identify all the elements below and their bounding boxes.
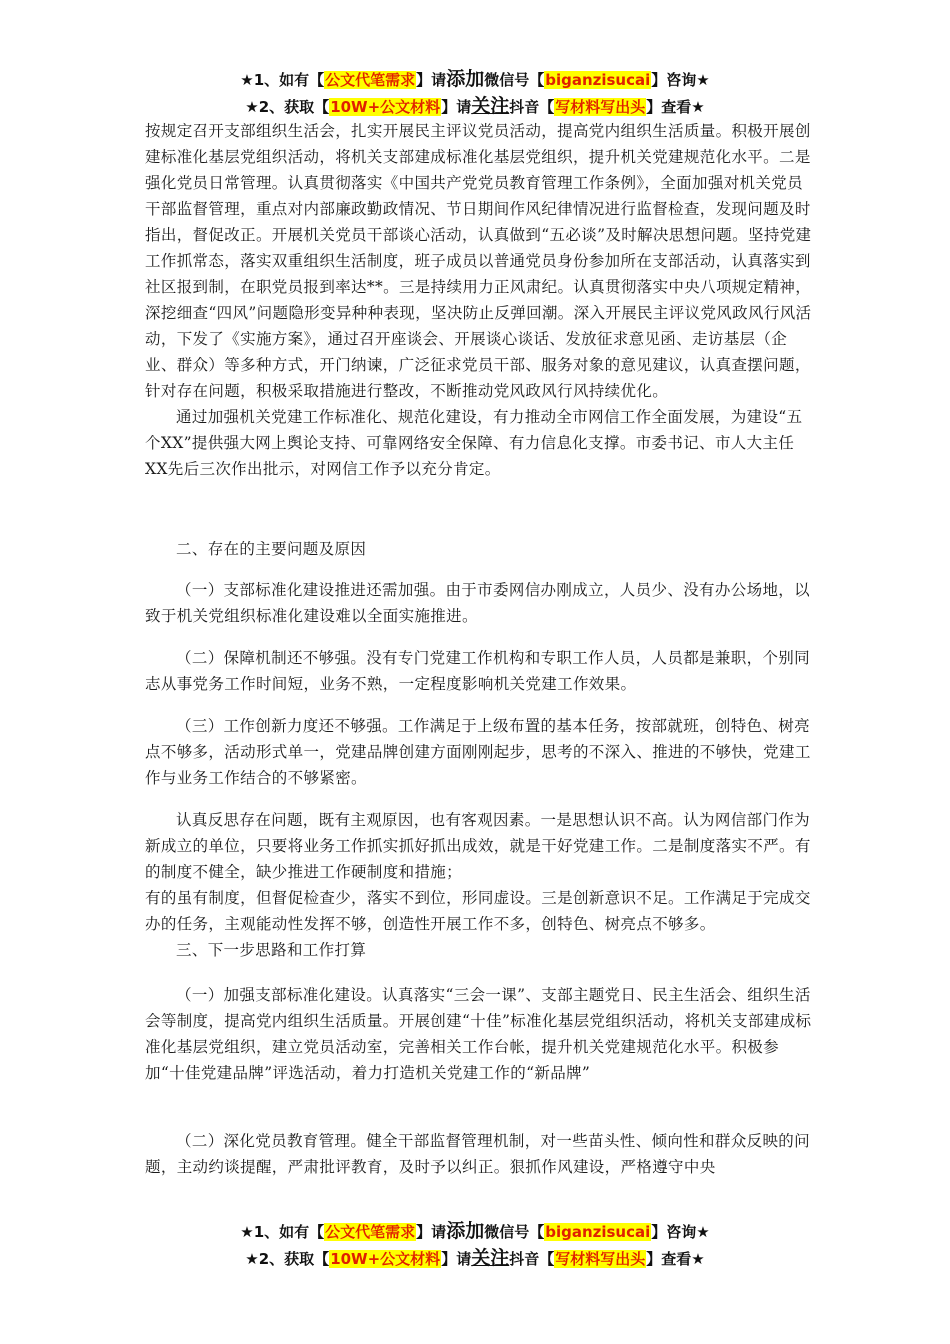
- paragraph-party-building: 按规定召开支部组织生活会，扎实开展民主评议党员活动，提高党内组织生活质量。积极开展创建标准化基层党组织活动，将机关支部建成标准化基层党组织，提升机关党建规范化水平。二是强化党员日常管理。认真贯彻落实《中国共产党党员教育管理工作条例》，全面加强对机关党员干部监督管理，重点对内部廉政勤政情况、节日期间作风纪律情况进行监督检查，发现问题及时指出，督促改正。开展机关党员干部谈心活动，认真做到“五必谈”及时解决思想问题。坚持党建工作抓常态，落实双重组织生活制度，班子成员以普通党员身份参加所在支部活动，认真落实到社区报到制，在职党员报到率达**。三是持续用力正风肃纪。认真贯彻落实中央八项规定精神，深挖细查“四风”问题隐形变异种种表现，坚决防止反弹回潮。深入开展民主评议党风政风行风活动，下发了《实施方案》，通过召开座谈会、开展谈心谈话、发放征求意见函、走访基层（企业、群众）等多种方式，开门纳谏，广泛征求党员干部、服务对象的意见建议，认真查摆问题，针对存在问题，积极采取措施进行整改，不断推动党风政风行风持续优化。: [145, 122, 812, 400]
- problem-3-block: [145, 713, 815, 791]
- paragraph-problem-3: （三）工作创新力度还不够强。工作满足于上级布置的基本任务，按部就班，创特色、树亮点不够多，活动形式单一，党建品牌创建方面刚刚起步，思考的不深入、推进的不够快，党建工作与业务工作结合的不够紧密。: [145, 717, 811, 787]
- highlight-wechat-id: biganzisucai: [545, 71, 651, 89]
- highlight-wechat-id: biganzisucai: [545, 1223, 651, 1241]
- reflection-block: [145, 807, 815, 963]
- highlight-writing-service: 公文代笔需求: [325, 71, 416, 89]
- paragraph-reflection-b: 有的虽有制度，但督促检查少，落实不到位，形同虚设。三是创新意识不足。工作满足于完成交办的任务，主观能动性发挥不够，创造性开展工作不多，创特色、树亮点不够多。: [145, 889, 811, 933]
- problem-2-block: [145, 645, 815, 697]
- paragraph-problem-2: （二）保障机制还不够强。没有专门党建工作机构和专职工作人员，人员都是兼职，个别同志从事党务工作时间短，业务不熟，一定程度影响机关党建工作效果。: [145, 649, 811, 693]
- highlight-materials: 10W+公文材料: [330, 1250, 441, 1268]
- paragraph-problem-1: （一）支部标准化建设推进还需加强。由于市委网信办刚成立，人员少、没有办公场地，以致于机关党组织标准化建设难以全面实施推进。: [145, 581, 811, 625]
- section-heading-next-steps: 三、下一步思路和工作打算: [176, 941, 367, 959]
- section-heading-problems: 二、存在的主要问题及原因: [176, 540, 367, 558]
- paragraph-reflection-a: 认真反思存在问题，既有主观原因，也有客观因素。一是思想认识不高。认为网信部门作为新成立的单位，只要将业务工作抓实抓好抓出成效，就是干好党建工作。二是制度落实不严。有的制度不健全，缺少推进工作硬制度和措施；: [145, 811, 811, 881]
- section-two: [145, 536, 815, 562]
- paragraph-summary: 通过加强机关党建工作标准化、规范化建设，有力推动全市网信工作全面发展，为建设“五个XX”提供强大网上舆论支持、可靠网络安全保障、有力信息化支撑。市委书记、市人大主任XX先后三次作出批示，对网信工作予以充分肯定。: [145, 408, 803, 478]
- paragraph-plan-2: （二）深化党员教育管理。健全干部监督管理机制，对一些苗头性、倾向性和群众反映的问题，主动约谈提醒，严肃批评教育，及时予以纠正。狠抓作风建设，严格遵守中央: [145, 1132, 811, 1176]
- plan-2-block: [145, 1128, 815, 1180]
- highlight-writing-service: 公文代笔需求: [325, 1223, 416, 1241]
- banner-line-1-bottom: ★1、如有【公文代笔需求】请添加微信号【biganzisucai】咨询★: [240, 1220, 710, 1242]
- banner-line-2: ★2、获取【10W+公文材料】请关注抖音【写材料写出头】查看★: [245, 95, 705, 117]
- banner-line-2-bottom: ★2、获取【10W+公文材料】请关注抖音【写材料写出头】查看★: [245, 1247, 705, 1269]
- highlight-douyin-account: 写材料写出头: [555, 98, 646, 116]
- highlight-douyin-account: 写材料写出头: [555, 1250, 646, 1268]
- banner-line-1: ★1、如有【公文代笔需求】请添加微信号【biganzisucai】咨询★: [240, 68, 710, 90]
- plan-1-block: [145, 982, 815, 1086]
- bottom-banner: [0, 1218, 950, 1272]
- problem-1-block: [145, 577, 815, 629]
- highlight-materials: 10W+公文材料: [330, 98, 441, 116]
- top-banner: [0, 66, 950, 120]
- paragraph-plan-1: （一）加强支部标准化建设。认真落实“三会一课”、支部主题党日、民主生活会、组织生活会等制度，提高党内组织生活质量。开展创建“十佳”标准化基层党组织活动，将机关支部建成标准化基层党组织，建立党员活动室，完善相关工作台帐，提升机关党建规范化水平。积极参加“十佳党建品牌”评选活动，着力打造机关党建工作的“新品牌”: [145, 986, 812, 1082]
- document-body: [145, 118, 815, 482]
